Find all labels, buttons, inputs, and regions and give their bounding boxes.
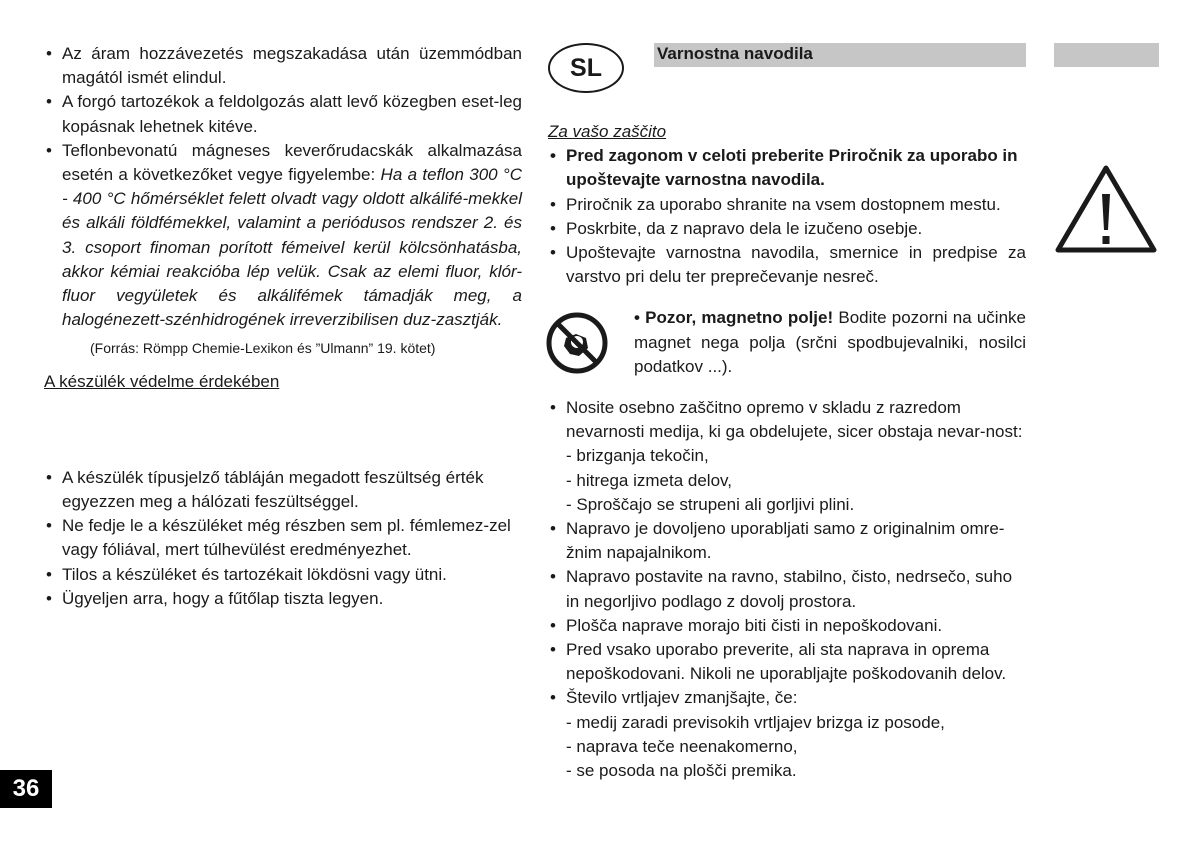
sl-ppe-dash-2: - hitrega izmeta delov, xyxy=(566,470,732,490)
sl-bullet-plate-clean: • Plošča naprave morajo biti čisti in nepoškodovani. xyxy=(548,614,1026,638)
sl-speed-dash-2: - naprava teče neenakomerno, xyxy=(566,736,798,756)
section-title-bar xyxy=(654,43,1026,67)
sl-magnet-bullet: • xyxy=(634,308,646,328)
sl-bullet-inspect: • Pred vsako uporabo preverite, ali sta naprava in oprema nepoškodovani. Nikoli ne uporabljajte poškodovanih delov. xyxy=(548,638,1026,686)
sl-bullet-power-supply: • Napravo je dovoljeno uporabljati samo z originalnim omre-žnim napajalnikom. xyxy=(548,517,1026,565)
warning-triangle-icon xyxy=(1054,164,1158,254)
section-tab xyxy=(1054,43,1159,67)
hu-source-note: (Forrás: Römpp Chemie-Lexikon és ”Ulmann” 19. kötet) xyxy=(90,340,436,357)
hu-bullet-restart: • Az áram hozzávezetés megszakadása után üzemmódban magától ismét elindul. xyxy=(44,42,522,90)
sl-bullet-store-manual: • Priročnik za uporabo shranite na vsem dostopnem mestu. xyxy=(548,193,1026,217)
sl-bullet-read-manual: • Pred zagonom v celoti preberite Priročnik za uporabo in upoštevajte varnostna navodila. xyxy=(548,144,1026,192)
sl-magnet-text xyxy=(548,306,1026,379)
hu-bullet-cover: • Ne fedje le a készüléket még részben sem pl. fémlemez-zel vagy fóliával, mert túlhevülést eredményezhet. xyxy=(44,514,522,562)
right-column xyxy=(548,120,1026,783)
pacemaker-prohibited-icon xyxy=(546,312,608,374)
sl-protection-heading: Za vašo zaščito xyxy=(548,122,667,141)
sl-bullet-speed: • Število vrtljajev zmanjšajte, če: xyxy=(548,686,1026,710)
sl-magnet-title: Pozor, magnetno polje! xyxy=(645,308,834,328)
hu-teflon-text: Teflonbevonatú mágneses keverőrudacskák alkalmazása esetén a következőket vegye figyelembe: xyxy=(62,140,522,185)
sl-speed-dash-1: - medij zaradi previsokih vrtljajev brizga iz posode, xyxy=(566,712,945,732)
hu-bullet-voltage: • A készülék típusjelző tábláján megadott feszültség érték egyezzen meg a hálózati feszültséggel. xyxy=(44,466,522,514)
sl-magnet-body: Bodite pozorni na učinke magnet nega polja (srčni spodbujevalniki, nosilci podatkov ...). xyxy=(634,308,1026,376)
sl-ppe-dash-1: - brizganja tekočin, xyxy=(566,446,709,466)
sl-bullet-regulations: • Upoštevajte varnostna navodila, smernice in predpise za varstvo pri delu ter preprečevanje nesreč. xyxy=(548,241,1026,289)
left-column xyxy=(44,42,522,611)
hu-device-protection-heading: A készülék védelme érdekében xyxy=(44,371,280,391)
section-title: Varnostna navodila xyxy=(657,44,813,63)
hu-bullet-accessories: • A forgó tartozékok a feldolgozás alatt levő közegben eset-leg kopásnak lehetnek kitéve. xyxy=(44,90,522,138)
sl-ppe-dash-3: - Sproščajo se strupeni ali gorljivi plini. xyxy=(566,494,855,514)
hu-bullet-shock: • Tilos a készüléket és tartozékait lökdösni vagy ütni. xyxy=(44,563,522,587)
hu-teflon-italic: Ha a teflon 300 °C - 400 °C hőmérséklet felett olvadt vagy oldott alkálifé-mekkel és alkáli földfémekkel, valamint a periódusos rendszer 2. és 3. csoport finoman porított fémeivel kerül kölcsönhatásba, akkor kémiai reakcióba lép velük. Csak az elemi fluor, klór-fluor vegyületek és alkálifémek támadják meg, a halogénezett-szénhidrogének irreverzibilisen duz-zasztják. xyxy=(62,165,522,330)
hu-bullet-clean: • Ügyeljen arra, hogy a fűtőlap tiszta legyen. xyxy=(44,587,522,611)
page-number: 36 xyxy=(0,770,52,808)
hu-bullet-teflon xyxy=(44,139,522,333)
sl-magnet-warning xyxy=(548,306,1026,379)
sl-bullet-trained-staff: • Poskrbite, da z napravo dela le izučeno osebje. xyxy=(548,217,1026,241)
sl-bullet-placement: • Napravo postavite na ravno, stabilno, čisto, nedrsečo, suho in negorljivo podlago z dovolj prostora. xyxy=(548,565,1026,613)
sl-speed-dash-3: - se posoda na plošči premika. xyxy=(566,761,797,781)
sl-bullet-ppe: • Nosite osebno zaščitno opremo v skladu z razredom nevarnosti medija, ki ga obdelujete, sicer obstaja nevar-nost: xyxy=(548,396,1026,444)
language-badge-sl: SL xyxy=(548,43,624,93)
